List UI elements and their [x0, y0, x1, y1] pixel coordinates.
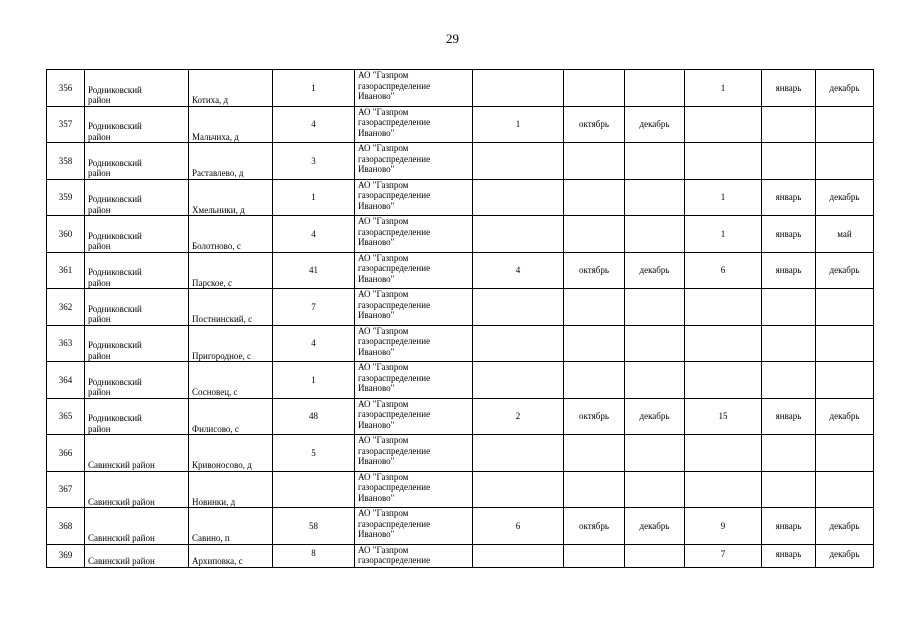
- organization-line: газораспределение: [358, 336, 431, 346]
- table-row: [47, 252, 874, 289]
- district-line: Родниковский: [88, 230, 142, 241]
- count-cell: 41: [273, 252, 355, 289]
- start-month-cell: [564, 143, 625, 180]
- district-line: район: [88, 277, 111, 288]
- table-row: [47, 216, 874, 253]
- quantity-cell: 1: [473, 106, 564, 143]
- organization-line: Иваново": [358, 310, 395, 320]
- organization-line: АО "Газпром: [358, 435, 409, 445]
- start-month-cell: октябрь: [564, 508, 625, 545]
- start-month-cell: октябрь: [564, 398, 625, 435]
- start-month-cell: январь: [762, 544, 816, 567]
- end-month-cell: [625, 435, 685, 472]
- end-month-cell: декабрь: [816, 508, 874, 545]
- start-month-cell: [762, 435, 816, 472]
- organization-line: АО "Газпром: [358, 325, 409, 336]
- district-line: Савинский район: [88, 533, 155, 543]
- organization-cell: [355, 179, 473, 216]
- start-month-cell: [564, 471, 625, 508]
- organization-cell: [355, 398, 473, 435]
- locality-cell: Болотново, с: [189, 216, 273, 253]
- district-line: Родниковский: [88, 121, 142, 131]
- locality-cell: Мальчиха, д: [189, 106, 273, 143]
- locality-cell: Савино, п: [189, 508, 273, 545]
- end-month-cell: [625, 325, 685, 362]
- end-month-cell: [816, 471, 874, 508]
- organization-line: газораспределение: [358, 226, 431, 237]
- start-month-cell: [564, 289, 625, 326]
- organization-line: АО "Газпром: [358, 508, 409, 518]
- organization-cell: [355, 289, 473, 326]
- locality-cell: Хмельники, д: [189, 179, 273, 216]
- district-cell: [85, 508, 189, 545]
- organization-line: АО "Газпром: [358, 70, 409, 80]
- count-cell: 8: [273, 544, 355, 567]
- district-line: Савинский район: [88, 496, 155, 507]
- start-month-cell: [564, 70, 625, 107]
- start-month-cell: октябрь: [564, 252, 625, 289]
- district-line: район: [88, 131, 111, 142]
- table-row: [47, 508, 874, 545]
- district-line: район: [88, 350, 111, 361]
- table-body: [47, 70, 874, 568]
- locality-cell: Новинки, д: [189, 471, 273, 508]
- district-line: район: [88, 241, 111, 251]
- organization-line: Иваново": [358, 200, 395, 211]
- district-cell: [85, 143, 189, 180]
- district-cell: [85, 179, 189, 216]
- quantity-cell: [473, 143, 564, 180]
- count-cell: 3: [273, 143, 355, 180]
- organization-line: Иваново": [358, 273, 395, 284]
- count-cell: 4: [273, 216, 355, 253]
- start-month-cell: январь: [762, 508, 816, 545]
- organization-line: Иваново": [358, 529, 395, 539]
- end-month-cell: декабрь: [816, 70, 874, 107]
- end-month-cell: [625, 544, 685, 567]
- quantity-cell: 2: [473, 398, 564, 435]
- end-month-cell: [816, 106, 874, 143]
- row-number-cell: 368: [47, 508, 85, 545]
- end-month-cell: [816, 435, 874, 472]
- row-number-cell: 362: [47, 289, 85, 326]
- organization-line: газораспределение: [358, 518, 431, 529]
- end-month-cell: декабрь: [625, 252, 685, 289]
- district-line: район: [88, 314, 111, 324]
- district-cell: [85, 544, 189, 567]
- row-number-cell: 364: [47, 362, 85, 399]
- end-month-cell: декабрь: [816, 252, 874, 289]
- count-cell: 7: [273, 289, 355, 326]
- organization-cell: [355, 544, 473, 567]
- quantity-cell: 1: [685, 216, 762, 253]
- district-line: Родниковский: [88, 157, 142, 168]
- district-line: район: [88, 423, 111, 434]
- row-number-cell: 366: [47, 435, 85, 472]
- district-line: район: [88, 387, 111, 397]
- count-cell: 48: [273, 398, 355, 435]
- organization-cell: [355, 325, 473, 362]
- start-month-cell: [564, 544, 625, 567]
- start-month-cell: [762, 106, 816, 143]
- quantity-cell: 1: [685, 70, 762, 107]
- end-month-cell: [625, 216, 685, 253]
- district-line: Родниковский: [88, 267, 142, 277]
- district-cell: [85, 70, 189, 107]
- quantity-cell: 4: [473, 252, 564, 289]
- organization-line: Иваново": [358, 91, 395, 101]
- quantity-cell: [473, 471, 564, 508]
- district-line: Родниковский: [88, 376, 142, 387]
- start-month-cell: [762, 325, 816, 362]
- row-number-cell: 356: [47, 70, 85, 107]
- district-line: Родниковский: [88, 194, 142, 204]
- row-number-cell: 361: [47, 252, 85, 289]
- start-month-cell: [762, 289, 816, 326]
- start-month-cell: [564, 179, 625, 216]
- end-month-cell: [816, 289, 874, 326]
- organization-cell: [355, 106, 473, 143]
- row-number-cell: 360: [47, 216, 85, 253]
- end-month-cell: [625, 471, 685, 508]
- organization-line: Иваново": [358, 164, 395, 174]
- end-month-cell: декабрь: [816, 544, 874, 567]
- organization-cell: [355, 508, 473, 545]
- quantity-cell: [473, 70, 564, 107]
- organization-line: АО "Газпром: [358, 544, 409, 555]
- end-month-cell: [816, 143, 874, 180]
- locality-cell: Пригородное, с: [189, 325, 273, 362]
- locality-cell: Сосновец, с: [189, 362, 273, 399]
- organization-line: газораспределение: [358, 80, 431, 91]
- start-month-cell: январь: [762, 398, 816, 435]
- count-cell: 1: [273, 362, 355, 399]
- end-month-cell: [625, 362, 685, 399]
- count-cell: 1: [273, 179, 355, 216]
- start-month-cell: [564, 325, 625, 362]
- organization-cell: [355, 471, 473, 508]
- table-row: [47, 362, 874, 399]
- locality-cell: Филисово, с: [189, 398, 273, 435]
- organization-line: газораспределение: [358, 555, 431, 565]
- table-row: [47, 106, 874, 143]
- start-month-cell: октябрь: [564, 106, 625, 143]
- district-line: Родниковский: [88, 413, 142, 423]
- organization-line: Иваново": [358, 383, 395, 393]
- quantity-cell: 7: [685, 544, 762, 567]
- start-month-cell: [564, 216, 625, 253]
- district-line: район: [88, 95, 111, 105]
- organization-line: АО "Газпром: [358, 216, 409, 226]
- count-cell: 1: [273, 70, 355, 107]
- district-cell: [85, 398, 189, 435]
- row-number-cell: 359: [47, 179, 85, 216]
- organization-cell: [355, 216, 473, 253]
- end-month-cell: декабрь: [625, 398, 685, 435]
- locality-cell: Котиха, д: [189, 70, 273, 107]
- start-month-cell: январь: [762, 252, 816, 289]
- organization-cell: [355, 362, 473, 399]
- row-number-cell: 369: [47, 544, 85, 567]
- organization-line: Иваново": [358, 419, 395, 430]
- organization-line: газораспределение: [358, 445, 431, 456]
- district-cell: [85, 362, 189, 399]
- quantity-cell: [685, 143, 762, 180]
- end-month-cell: декабрь: [816, 398, 874, 435]
- district-line: Савинский район: [88, 556, 155, 566]
- start-month-cell: [564, 435, 625, 472]
- organization-cell: [355, 143, 473, 180]
- quantity-cell: [473, 289, 564, 326]
- start-month-cell: январь: [762, 179, 816, 216]
- district-line: район: [88, 204, 111, 215]
- organization-line: Иваново": [358, 127, 395, 138]
- locality-cell: Постнинский, с: [189, 289, 273, 326]
- row-number-cell: 357: [47, 106, 85, 143]
- end-month-cell: [625, 70, 685, 107]
- quantity-cell: [685, 289, 762, 326]
- organization-cell: [355, 435, 473, 472]
- organization-line: АО "Газпром: [358, 179, 409, 190]
- organization-line: Иваново": [358, 237, 395, 247]
- organization-line: АО "Газпром: [358, 289, 409, 299]
- count-cell: 5: [273, 435, 355, 472]
- quantity-cell: 15: [685, 398, 762, 435]
- district-cell: [85, 106, 189, 143]
- locality-cell: Кривоносово, д: [189, 435, 273, 472]
- district-cell: [85, 289, 189, 326]
- locality-cell: Раставлево, д: [189, 143, 273, 180]
- organization-line: АО "Газпром: [358, 143, 409, 153]
- quantity-cell: 9: [685, 508, 762, 545]
- page-number: 29: [446, 31, 459, 46]
- district-cell: [85, 435, 189, 472]
- organization-line: газораспределение: [358, 263, 431, 273]
- gasification-schedule-table: [46, 69, 874, 568]
- table-row: [47, 143, 874, 180]
- count-cell: 4: [273, 106, 355, 143]
- organization-line: АО "Газпром: [358, 471, 409, 482]
- start-month-cell: [762, 471, 816, 508]
- organization-line: Иваново": [358, 492, 395, 503]
- start-month-cell: январь: [762, 216, 816, 253]
- organization-line: газораспределение: [358, 372, 431, 383]
- quantity-cell: [473, 179, 564, 216]
- organization-line: АО "Газпром: [358, 398, 409, 409]
- quantity-cell: 1: [685, 179, 762, 216]
- start-month-cell: [762, 362, 816, 399]
- organization-line: газораспределение: [358, 190, 431, 200]
- organization-line: газораспределение: [358, 299, 431, 310]
- organization-line: Иваново": [358, 346, 395, 357]
- district-line: Савинский район: [88, 460, 155, 470]
- row-number-cell: 363: [47, 325, 85, 362]
- quantity-cell: 6: [473, 508, 564, 545]
- table-row: [47, 471, 874, 508]
- quantity-cell: [685, 435, 762, 472]
- count-cell: [273, 471, 355, 508]
- table-row: [47, 435, 874, 472]
- count-cell: 58: [273, 508, 355, 545]
- district-cell: [85, 252, 189, 289]
- locality-cell: Парское, с: [189, 252, 273, 289]
- table-row: [47, 70, 874, 107]
- end-month-cell: май: [816, 216, 874, 253]
- quantity-cell: [685, 471, 762, 508]
- table-row: [47, 289, 874, 326]
- organization-line: АО "Газпром: [358, 362, 409, 372]
- quantity-cell: [685, 106, 762, 143]
- table-row: [47, 544, 874, 567]
- row-number-cell: 367: [47, 471, 85, 508]
- district-line: Родниковский: [88, 340, 142, 350]
- quantity-cell: [685, 362, 762, 399]
- start-month-cell: [564, 362, 625, 399]
- quantity-cell: [473, 544, 564, 567]
- end-month-cell: декабрь: [816, 179, 874, 216]
- start-month-cell: [762, 143, 816, 180]
- quantity-cell: [473, 325, 564, 362]
- district-cell: [85, 471, 189, 508]
- end-month-cell: [625, 289, 685, 326]
- district-cell: [85, 325, 189, 362]
- district-line: Родниковский: [88, 84, 142, 95]
- end-month-cell: [816, 325, 874, 362]
- end-month-cell: декабрь: [625, 106, 685, 143]
- table-row: [47, 325, 874, 362]
- quantity-cell: [473, 362, 564, 399]
- end-month-cell: декабрь: [625, 508, 685, 545]
- district-line: Родниковский: [88, 303, 142, 314]
- organization-cell: [355, 252, 473, 289]
- organization-line: Иваново": [358, 456, 395, 466]
- quantity-cell: [685, 325, 762, 362]
- start-month-cell: январь: [762, 70, 816, 107]
- locality-cell: Архиповка, с: [189, 544, 273, 567]
- end-month-cell: [625, 143, 685, 180]
- organization-line: газораспределение: [358, 117, 431, 127]
- organization-cell: [355, 70, 473, 107]
- district-cell: [85, 216, 189, 253]
- count-cell: 4: [273, 325, 355, 362]
- table-row: [47, 398, 874, 435]
- organization-line: газораспределение: [358, 409, 431, 419]
- row-number-cell: 365: [47, 398, 85, 435]
- quantity-cell: [473, 216, 564, 253]
- table-row: [47, 179, 874, 216]
- organization-line: газораспределение: [358, 482, 431, 492]
- organization-line: АО "Газпром: [358, 106, 409, 117]
- quantity-cell: 6: [685, 252, 762, 289]
- organization-line: АО "Газпром: [358, 252, 409, 263]
- district-line: район: [88, 168, 111, 178]
- organization-line: газораспределение: [358, 153, 431, 164]
- end-month-cell: [816, 362, 874, 399]
- quantity-cell: [473, 435, 564, 472]
- row-number-cell: 358: [47, 143, 85, 180]
- end-month-cell: [625, 179, 685, 216]
